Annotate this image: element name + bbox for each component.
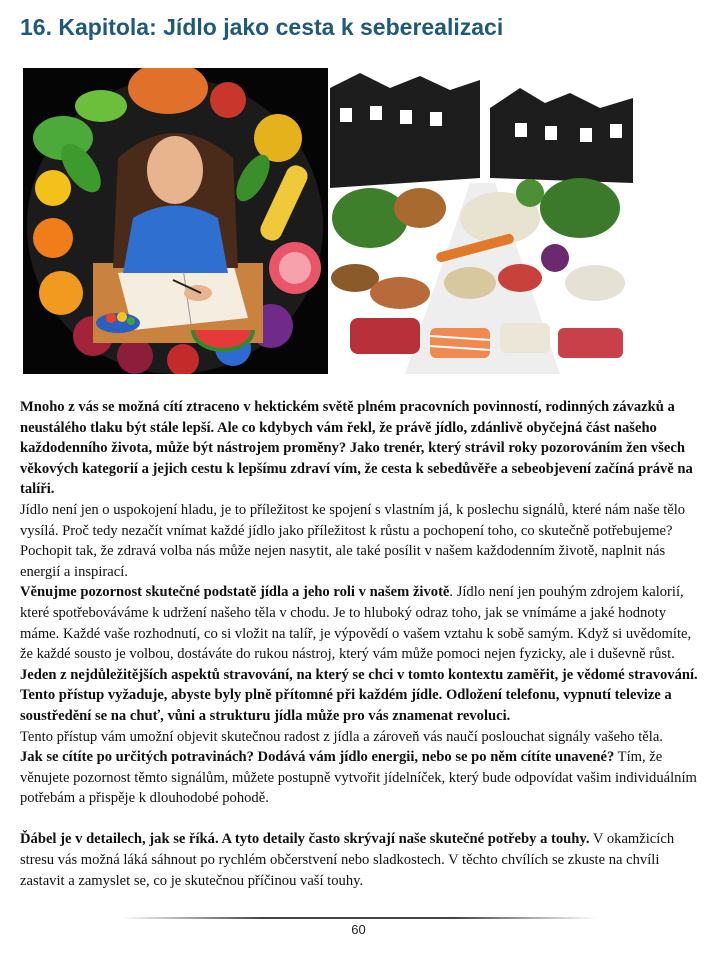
- chapter-body: [20, 397, 700, 891]
- paragraph-4: Jeden z nejdůležitějších aspektů stravování, na který se chci v tomto kontextu zaměřit, je vědomé stravování. Tento přístup vyžaduje, abyste byly plně přítomné při každém jídle. Odložení telefonu, vypnutí televize a soustředění se na chuť, vůni a strukturu jídla může pro vás znamenat revoluci.: [20, 666, 698, 724]
- paragraph-6: Jak se cítíte po určitých potravinách? Dodává vám jídlo energii, nebo se po něm cítíte unavené? Tím, že věnujete pozornost těmto signálům, můžete postupně vytvořit jídelníček, který bude odpovídat vašim individuálním potřebám a přispěje k dlouhodobé pohodě.: [20, 749, 697, 807]
- page-number: 60: [351, 922, 366, 937]
- chapter-title: 16. Kapitola: Jídlo jako cesta k seberealizaci: [20, 14, 504, 40]
- street-with-food-spread-illustration: [330, 68, 633, 374]
- paragraph-7: Ďábel je v detailech, jak se říká. A tyto detaily často skrývají naše skutečné potřeby a touhy. V okamžicích stresu vás možná láká sáhnout po rychlém občerstvení nebo sladkostech. V těchto chvílích se zkuste na chvíli zastavit a zamyslet se, co je skutečnou příčinou vaší touhy.: [20, 831, 675, 889]
- footer-divider: [120, 917, 597, 919]
- paragraph-3: Věnujme pozornost skutečné podstatě jídla a jeho roli v našem životě. Jídlo není jen pouhým zdrojem kalorií, které spotřebováváme k udržení našeho těla v chodu. Je to hluboký odraz toho, jak se vnímáme a jaké hodnoty máme. Každé vaše rozhodnutí, co si vložit na talíř, je výpovědí o vašem vztahu k sobě samým. Když si uvědomíte, že každé sousto je volbou, dostáváte do rukou nástroj, který vám může pomoci nejen fyzicky, ale i duševně růst.: [20, 584, 692, 663]
- paragraph-5: Tento přístup vám umožní objevit skutečnou radost z jídla a zároveň vás naučí poslouchat signály vašeho těla.: [20, 728, 663, 745]
- paragraph-spacer: [20, 809, 700, 830]
- woman-writing-among-fruits-illustration: [23, 68, 328, 374]
- paragraph-2: Jídlo není jen o uspokojení hladu, je to příležitost ke spojení s vlastním já, k poslechu signálů, které nám naše tělo vysílá. Proč tedy nezačít vnímat každé jídlo jako příležitost k růstu a pochopení toho, co skutečně potřebujeme? Pochopit tak, že zdravá volba nás může nejen nasytit, ale také posílit v našem každodenním životě, naplnit nás energií a inspirací.: [20, 501, 686, 580]
- paragraph-1: Mnoho z vás se možná cítí ztraceno v hektickém světě plném pracovních povinností, rodinných závazků a neustálého tlaku být stále lepší. Ale co kdybych vám řekl, že právě jídlo, zdánlivě obyčejná část našeho každodenního života, může být nástrojem proměny? Jako trenér, který strávil roky pozorováním žen všech věkových kategorií a jejich cestu k lepšímu zdraví vím, že cesta k sebedůvěře a sebeobjevení začíná právě na talíři.: [20, 399, 693, 498]
